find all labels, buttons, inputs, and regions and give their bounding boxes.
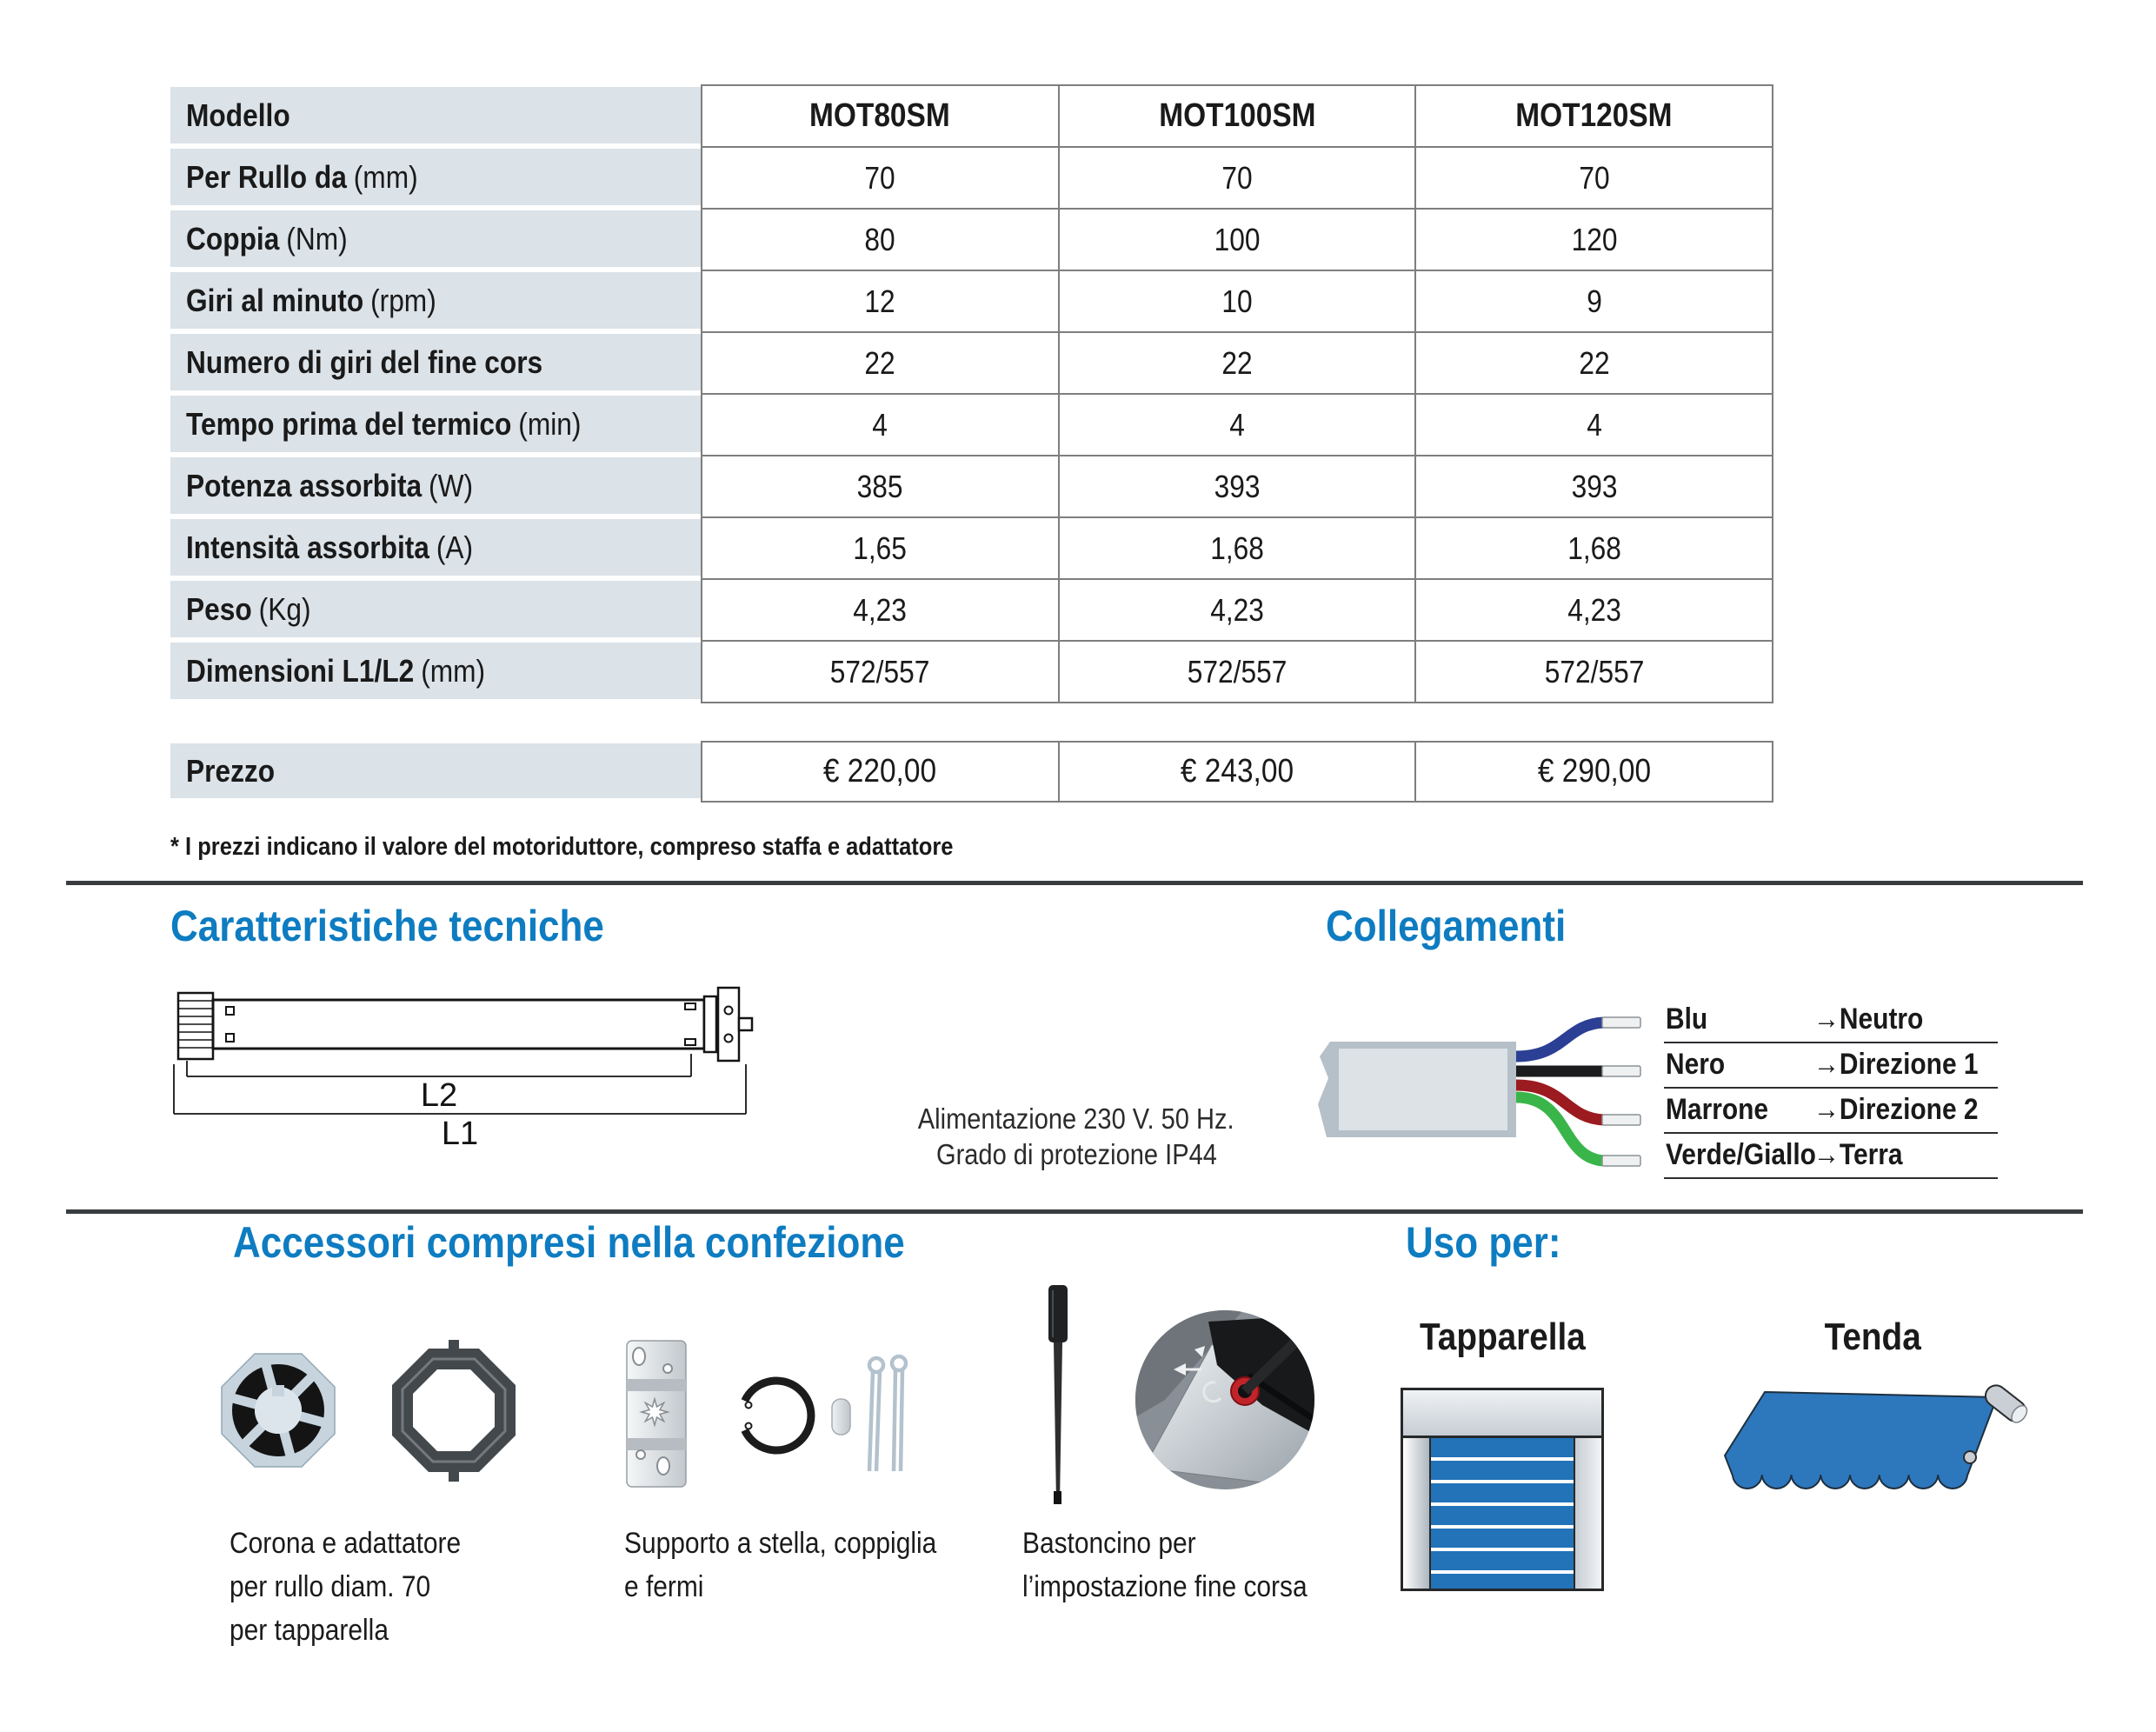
spec-cell: 22: [702, 333, 1060, 395]
shutter-box: [1403, 1390, 1601, 1438]
limit-setting-photo: [1135, 1310, 1321, 1489]
spec-cell: 393: [1416, 456, 1773, 518]
arrow-icon: →: [1813, 1048, 1840, 1081]
model-header: MOT80SM: [702, 86, 1060, 148]
spec-cell: 70: [1060, 148, 1417, 210]
dim-label-l2: L2: [420, 1077, 458, 1114]
wire-legend-row: Marrone →Direzione 2: [1664, 1087, 1998, 1134]
wire-legend-row: Blu →Neutro: [1664, 996, 1998, 1043]
cotter-pins-icon: [869, 1356, 906, 1471]
spec-cell: 4,23: [1060, 580, 1417, 642]
row-label: Giri al minuto (rpm): [170, 272, 701, 329]
caption-rod: Bastoncino per l’impostazione fine corsa: [1022, 1527, 1308, 1603]
spec-cell: 1,68: [1060, 518, 1417, 580]
row-label: Tempo prima del termico (min): [170, 396, 701, 452]
pin-icon: [832, 1399, 850, 1435]
row-label: Potenza assorbita (W): [170, 457, 701, 514]
row-label: Coppia (Nm): [170, 210, 701, 267]
spec-cell: 572/557: [1416, 642, 1773, 703]
spec-cell: 4: [702, 395, 1060, 456]
spec-cell: 385: [702, 456, 1060, 518]
row-label: Numero di giri del fine cors: [170, 334, 701, 390]
spec-cell: 4: [1060, 395, 1417, 456]
usage-label-awning: Tenda: [1824, 1316, 1921, 1358]
shutter-slats: [1429, 1438, 1575, 1589]
row-label: Peso (Kg): [170, 581, 701, 637]
section-title-accessories: Accessori compresi nella confezione: [233, 1218, 905, 1267]
model-header: MOT100SM: [1060, 86, 1417, 148]
octagon-adapter-icon: [403, 1340, 505, 1482]
wire-blue: [1516, 1023, 1604, 1056]
price-grid: [701, 741, 1773, 803]
price-row-label: Prezzo: [170, 743, 701, 798]
power-supply-note: Alimentazione 230 V. 50 Hz. Grado di protezione IP44: [918, 1102, 1234, 1170]
shutter-rail: [1575, 1438, 1601, 1589]
spec-cell: 12: [702, 271, 1060, 333]
spec-cell: 4: [1416, 395, 1773, 456]
spec-cell: 120: [1416, 210, 1773, 271]
star-support-icon: [627, 1341, 686, 1487]
wire-tips: [1602, 1017, 1640, 1166]
roller-shutter-illustration: [1401, 1388, 1604, 1591]
circlip-icon: [745, 1381, 811, 1450]
table-header-label: Modello: [170, 87, 701, 143]
spec-cell: 70: [702, 148, 1060, 210]
arrow-icon: →: [1813, 1093, 1840, 1126]
spec-cell: 4,23: [1416, 580, 1773, 642]
usage-label-shutter: Tapparella: [1419, 1316, 1586, 1358]
section-divider: [66, 1209, 2083, 1214]
row-label: Intensità assorbita (A): [170, 519, 701, 576]
price-cell: € 290,00: [1416, 743, 1773, 803]
row-label: Per Rullo da (mm): [170, 149, 701, 205]
arrow-icon: →: [1813, 1138, 1840, 1171]
adjustment-rod-icon: [1048, 1285, 1068, 1504]
section-divider: [66, 881, 2083, 885]
spec-cell: 80: [702, 210, 1060, 271]
spec-cell: 22: [1060, 333, 1417, 395]
dim-label-l1: L1: [441, 1116, 479, 1152]
section-title-tech: Caratteristiche tecniche: [170, 902, 604, 950]
spec-cell: 393: [1060, 456, 1417, 518]
spec-cell: 4,23: [702, 580, 1060, 642]
motor-dimension-drawing: [165, 981, 774, 1155]
spec-table-grid: [701, 84, 1773, 703]
wire-green-yellow: [1516, 1097, 1604, 1161]
spec-cell: 10: [1060, 271, 1417, 333]
wire-legend-row: Verde/Giallo →Terra: [1664, 1132, 1998, 1179]
wire-legend-row: Nero →Direzione 1: [1664, 1042, 1998, 1089]
caption-crown: Corona e adattatore per rullo diam. 70 per tapparella: [230, 1527, 462, 1647]
spec-cell: 22: [1416, 333, 1773, 395]
section-title-usage: Uso per:: [1406, 1218, 1561, 1267]
section-title-connections: Collegamenti: [1326, 902, 1567, 950]
price-cell: € 220,00: [702, 743, 1060, 803]
awning-illustration: [1704, 1382, 2034, 1522]
spec-cell: 572/557: [1060, 642, 1417, 703]
crown-adapter-icon: [222, 1354, 335, 1467]
row-label: Dimensioni L1/L2 (mm): [170, 643, 701, 699]
shutter-rail: [1403, 1438, 1429, 1589]
model-header: MOT120SM: [1416, 86, 1773, 148]
spec-cell: 1,65: [702, 518, 1060, 580]
spec-cell: 572/557: [702, 642, 1060, 703]
spec-cell: 1,68: [1416, 518, 1773, 580]
spec-cell: 9: [1416, 271, 1773, 333]
price-cell: € 243,00: [1060, 743, 1417, 803]
price-footnote: * I prezzi indicano il valore del motoriduttore, compreso staffa e adattatore: [170, 833, 954, 861]
spec-cell: 100: [1060, 210, 1417, 271]
arrow-icon: →: [1813, 1003, 1840, 1036]
spec-cell: 70: [1416, 148, 1773, 210]
caption-support: Supporto a stella, coppiglia e fermi: [624, 1527, 937, 1603]
